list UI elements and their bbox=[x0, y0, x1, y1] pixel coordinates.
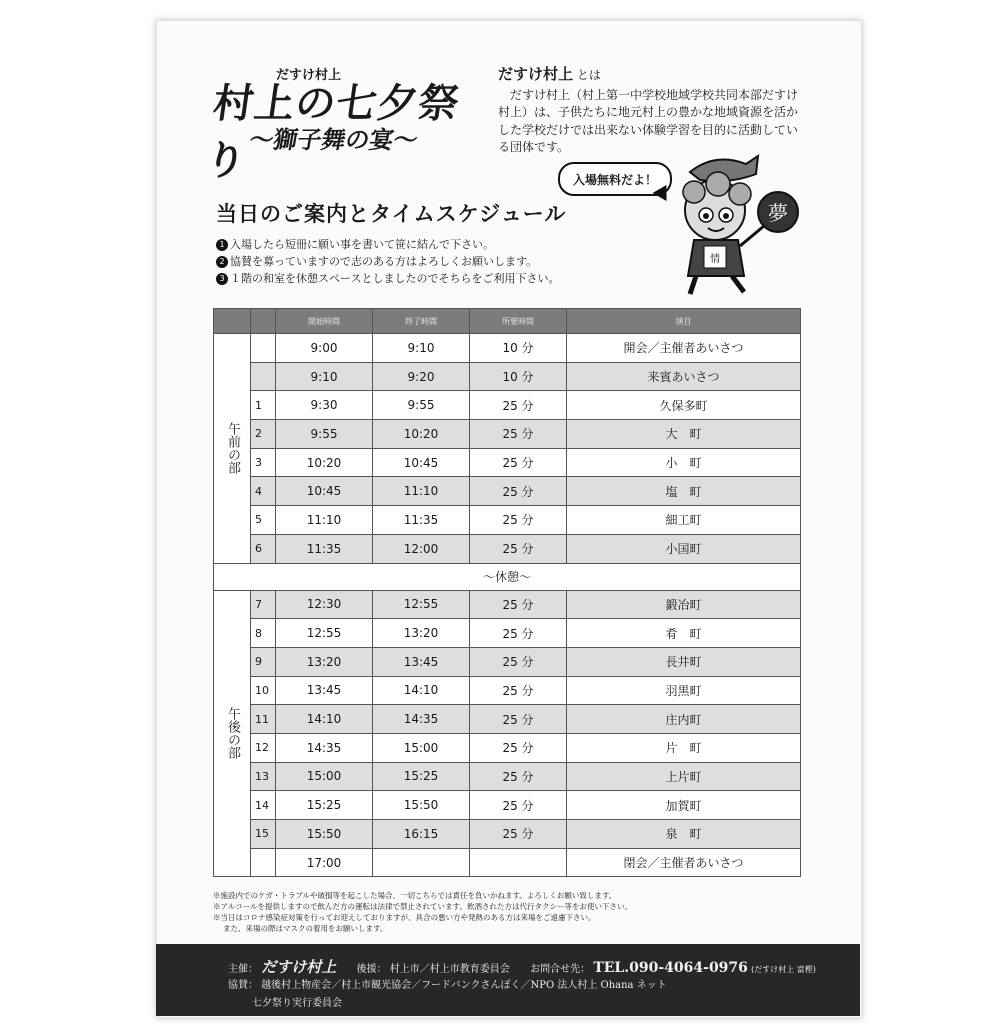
table-row bbox=[214, 334, 801, 363]
row-number: 1 bbox=[251, 391, 276, 420]
duration: 25 分 bbox=[470, 506, 567, 535]
duration: 25 分 bbox=[470, 647, 567, 676]
sponsor-names: 越後村上物産会／村上市観光協会／フードバンクさんぽく／NPO 法人村上 Ohana ネット bbox=[261, 980, 667, 991]
end-time: 14:35 bbox=[373, 705, 470, 734]
support-label: 後援： bbox=[356, 964, 387, 975]
duration: 25 分 bbox=[470, 791, 567, 820]
duration: 25 分 bbox=[470, 676, 567, 705]
duration: 25 分 bbox=[470, 534, 567, 563]
logo-superscript: だすけ村上 bbox=[276, 68, 342, 83]
start-time: 9:55 bbox=[276, 420, 373, 449]
start-time: 15:00 bbox=[276, 762, 373, 791]
notice-number: 3 bbox=[216, 273, 228, 285]
duration: 25 分 bbox=[470, 619, 567, 648]
row-number bbox=[251, 848, 276, 877]
row-number: 13 bbox=[251, 762, 276, 791]
start-time: 15:25 bbox=[276, 791, 373, 820]
row-number: 11 bbox=[251, 705, 276, 734]
end-time: 9:20 bbox=[373, 362, 470, 391]
row-number: 14 bbox=[251, 791, 276, 820]
program-name: 大 町 bbox=[567, 420, 801, 449]
table-row bbox=[214, 590, 801, 619]
program-name: 閉会／主催者あいさつ bbox=[567, 848, 801, 877]
table-row bbox=[214, 448, 801, 477]
notice-item: 3 １階の和室を休憩スペースとしましたのでそちらをご利用下さい。 bbox=[216, 270, 559, 287]
end-time: 11:10 bbox=[373, 477, 470, 506]
break-label: 〜休憩〜 bbox=[214, 563, 801, 590]
footnote: ※アルコールを提供しますので飲んだ方の運転は法律で禁止されています。飲酒された方は代行タクシー等をお使い下さい。 bbox=[213, 902, 632, 911]
program-name: 小国町 bbox=[567, 534, 801, 563]
schedule-table bbox=[213, 308, 801, 877]
row-number bbox=[251, 334, 276, 363]
notice-item: 1 入場したら短冊に願い事を書いて笹に結んで下さい。 bbox=[216, 236, 559, 253]
table-row bbox=[214, 676, 801, 705]
end-time: 15:00 bbox=[373, 733, 470, 762]
duration: 25 分 bbox=[470, 762, 567, 791]
program-name: 庄内町 bbox=[567, 705, 801, 734]
footer-bar bbox=[156, 944, 860, 1016]
row-number: 8 bbox=[251, 619, 276, 648]
end-time: 15:25 bbox=[373, 762, 470, 791]
notice-number: 2 bbox=[216, 256, 228, 268]
footnotes bbox=[213, 890, 632, 934]
table-row bbox=[214, 705, 801, 734]
sponsor-label: 協賛： bbox=[228, 980, 258, 991]
row-number: 5 bbox=[251, 506, 276, 535]
table-row bbox=[214, 619, 801, 648]
row-number: 12 bbox=[251, 733, 276, 762]
section-label: 午後の部 bbox=[214, 590, 251, 877]
footnote: また、来場の際はマスクの着用をお願いします。 bbox=[223, 924, 388, 933]
end-time: 16:15 bbox=[373, 820, 470, 849]
mascot-fan-text: 夢 bbox=[768, 201, 788, 225]
duration: 10 分 bbox=[470, 362, 567, 391]
row-number: 10 bbox=[251, 676, 276, 705]
program-name: 泉 町 bbox=[567, 820, 801, 849]
start-time: 10:45 bbox=[276, 477, 373, 506]
table-row bbox=[214, 534, 801, 563]
notice-number: 1 bbox=[216, 239, 228, 251]
duration: 25 分 bbox=[470, 420, 567, 449]
end-time: 14:10 bbox=[373, 676, 470, 705]
row-number: 4 bbox=[251, 477, 276, 506]
table-row bbox=[214, 762, 801, 791]
footnote: ※当日はコロナ感染症対策を行ってお迎えしておりますが、具合の悪い方や発熱のある方は来場をご遠慮下さい。 bbox=[213, 913, 596, 922]
end-time: 9:10 bbox=[373, 334, 470, 363]
duration: 25 分 bbox=[470, 733, 567, 762]
start-time: 13:45 bbox=[276, 676, 373, 705]
intro-body: だすけ村上（村上第一中学校地域学校共同本部だすけ村上）は、子供たちに地元村上の豊かな地域資源を活かした学校だけでは出来ない体験学習を目的に活動している団体です。 bbox=[498, 87, 799, 154]
start-time: 11:10 bbox=[276, 506, 373, 535]
end-time: 9:55 bbox=[373, 391, 470, 420]
contact-phone: TEL.090-4064-0976 bbox=[593, 960, 748, 976]
contact-note: (だすけ村上 富樫) bbox=[751, 965, 816, 974]
table-row bbox=[214, 362, 801, 391]
duration: 25 分 bbox=[470, 705, 567, 734]
footnote: ※施設内でのケガ・トラブルや破損等を起こした場合、一切こちらでは責任を負いかねます。よろしくお願い致します。 bbox=[213, 891, 617, 900]
row-number: 3 bbox=[251, 448, 276, 477]
start-time: 11:35 bbox=[276, 534, 373, 563]
row-number: 15 bbox=[251, 820, 276, 849]
end-time: 13:45 bbox=[373, 647, 470, 676]
end-time: 11:35 bbox=[373, 506, 470, 535]
program-name: 小 町 bbox=[567, 448, 801, 477]
schedule-heading: 当日のご案内とタイムスケジュール bbox=[216, 202, 567, 226]
table-row bbox=[214, 391, 801, 420]
free-entry-bubble: 入場無料だよ！ bbox=[558, 162, 672, 196]
duration: 25 分 bbox=[470, 391, 567, 420]
start-time: 9:00 bbox=[276, 334, 373, 363]
duration bbox=[470, 848, 567, 877]
header-program: 演目 bbox=[567, 309, 801, 334]
table-header-row bbox=[214, 309, 801, 334]
organization-intro bbox=[498, 66, 798, 157]
table-row bbox=[214, 848, 801, 877]
sponsor-names-2: 七夕祭り実行委員会 bbox=[252, 998, 342, 1009]
start-time: 13:20 bbox=[276, 647, 373, 676]
duration: 25 分 bbox=[470, 820, 567, 849]
mascot-illustration bbox=[660, 150, 810, 300]
duration: 25 分 bbox=[470, 448, 567, 477]
notice-item: 2 協賛を募っていますので志のある方はよろしくお願いします。 bbox=[216, 253, 559, 270]
start-time: 12:55 bbox=[276, 619, 373, 648]
program-name: 塩 町 bbox=[567, 477, 801, 506]
start-time: 12:30 bbox=[276, 590, 373, 619]
end-time: 12:55 bbox=[373, 590, 470, 619]
header-duration: 所要時間 bbox=[470, 309, 567, 334]
program-name: 片 町 bbox=[567, 733, 801, 762]
section-label: 午前の部 bbox=[214, 334, 251, 564]
program-name: 鍛冶町 bbox=[567, 590, 801, 619]
table-row bbox=[214, 420, 801, 449]
program-name: 長井町 bbox=[567, 647, 801, 676]
start-time: 14:35 bbox=[276, 733, 373, 762]
start-time: 9:10 bbox=[276, 362, 373, 391]
event-logo bbox=[202, 60, 478, 184]
contact-label: お問合せ先： bbox=[530, 964, 591, 975]
program-name: 来賓あいさつ bbox=[567, 362, 801, 391]
row-number bbox=[251, 362, 276, 391]
notice-list bbox=[216, 236, 559, 287]
table-row bbox=[214, 820, 801, 849]
end-time: 15:50 bbox=[373, 791, 470, 820]
mascot-body-text: 情 bbox=[710, 254, 720, 265]
row-number: 2 bbox=[251, 420, 276, 449]
end-time bbox=[373, 848, 470, 877]
table-row bbox=[214, 733, 801, 762]
row-number: 9 bbox=[251, 647, 276, 676]
row-number: 7 bbox=[251, 590, 276, 619]
break-row bbox=[214, 563, 801, 590]
duration: 10 分 bbox=[470, 334, 567, 363]
table-row bbox=[214, 506, 801, 535]
intro-org-suffix: とは bbox=[576, 68, 601, 82]
logo-title: 村上の七夕祭り bbox=[202, 80, 463, 184]
table-row bbox=[214, 647, 801, 676]
program-name: 開会／主催者あいさつ bbox=[567, 334, 801, 363]
end-time: 12:00 bbox=[373, 534, 470, 563]
row-number: 6 bbox=[251, 534, 276, 563]
program-name: 久保多町 bbox=[567, 391, 801, 420]
end-time: 13:20 bbox=[373, 619, 470, 648]
duration: 25 分 bbox=[470, 477, 567, 506]
logo-subtitle: 〜獅子舞の宴〜 bbox=[247, 125, 421, 154]
support-names: 村上市／村上市教育委員会 bbox=[389, 964, 510, 975]
table-row bbox=[214, 477, 801, 506]
organizer-label: 主催： bbox=[228, 964, 258, 975]
table-row bbox=[214, 791, 801, 820]
start-time: 10:20 bbox=[276, 448, 373, 477]
program-name: 羽黒町 bbox=[567, 676, 801, 705]
start-time: 15:50 bbox=[276, 820, 373, 849]
start-time: 17:00 bbox=[276, 848, 373, 877]
program-name: 上片町 bbox=[567, 762, 801, 791]
intro-org-name: だすけ村上 bbox=[498, 65, 574, 83]
header-end: 終了時間 bbox=[373, 309, 470, 334]
start-time: 9:30 bbox=[276, 391, 373, 420]
end-time: 10:45 bbox=[373, 448, 470, 477]
duration: 25 分 bbox=[470, 590, 567, 619]
organizer-name: だすけ村上 bbox=[261, 958, 337, 976]
schedule-body bbox=[214, 334, 801, 877]
program-name: 加賀町 bbox=[567, 791, 801, 820]
program-name: 細工町 bbox=[567, 506, 801, 535]
header-start: 開始時間 bbox=[276, 309, 373, 334]
end-time: 10:20 bbox=[373, 420, 470, 449]
program-name: 肴 町 bbox=[567, 619, 801, 648]
start-time: 14:10 bbox=[276, 705, 373, 734]
